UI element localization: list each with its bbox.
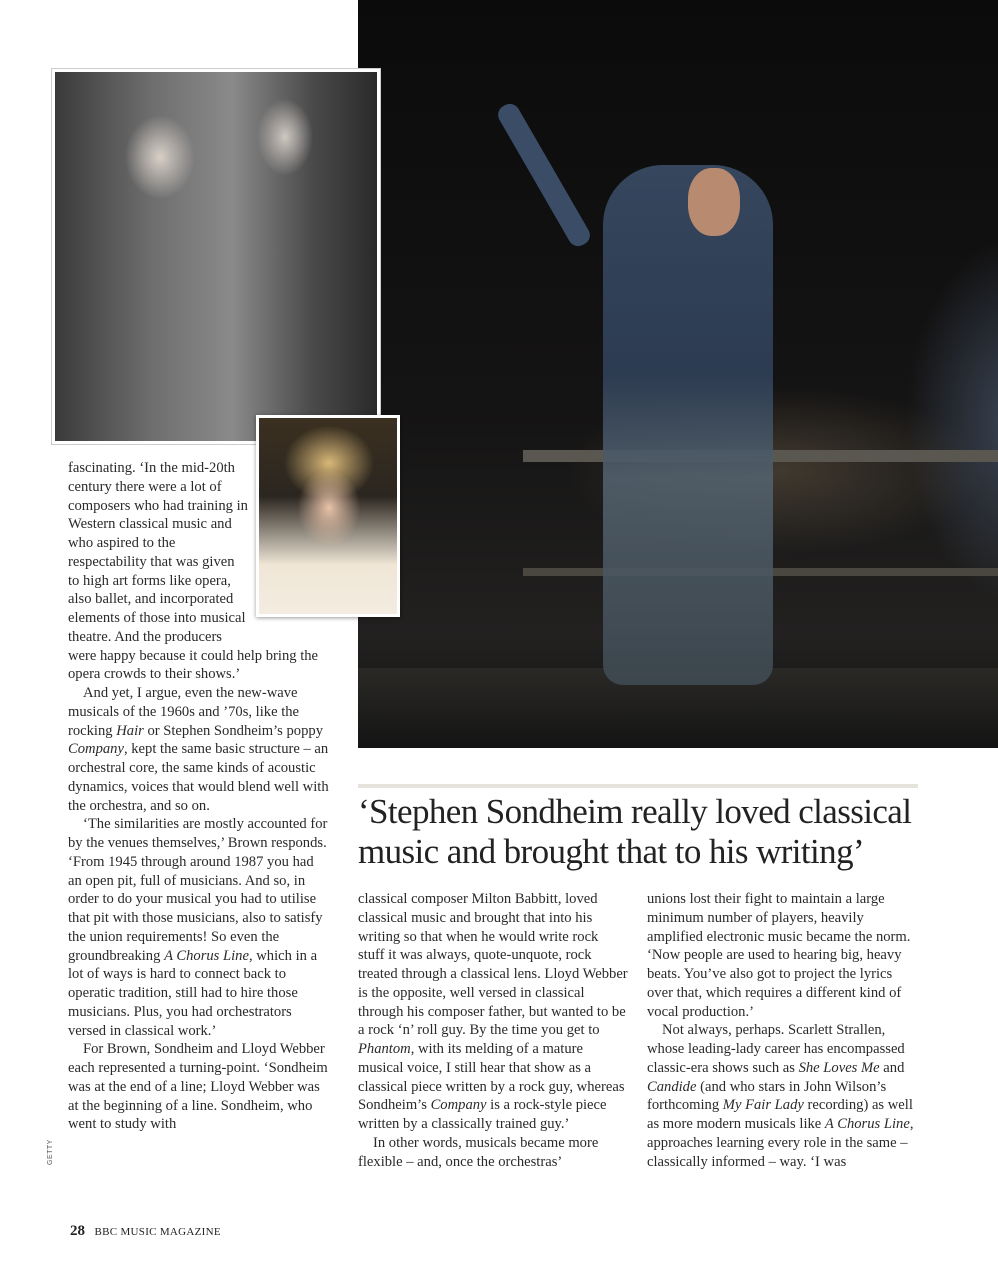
italic-title: Company — [430, 1097, 487, 1114]
paragraph-text: , approaches learning every role in the same – classically informed – way. ‘I was — [647, 1116, 914, 1170]
article-column-3 — [647, 890, 919, 1171]
archive-photo-couple — [52, 69, 380, 444]
paragraph-text: unions lost their fight to maintain a large minimum number of players, heavily amplified electronic music became the norm. ‘Now people are used to hearing big, heavy beats. You’ve also got to project the lyrics over that, which requires a different kind of vocal production.’ — [647, 891, 911, 1020]
paragraph-text: fascinating. ‘In the mid-20th century there were a lot of composers who had training in Western classical music and who aspired to the respectability that was given to high art forms like opera, also ballet, and incorporated elements of those into musical theatre. And the producers were happy because it could help bring the opera crowds to their shows.’ — [68, 460, 319, 683]
paragraph-text: (and who stars in John Wilson’s forthcoming — [647, 1078, 887, 1114]
paragraph-text: , with its melding of a mature musical voice, I still hear that show as a classical piece written by a rock guy, whereas Sondheim’s — [358, 1041, 625, 1114]
article-column-2 — [358, 890, 628, 1171]
actor-head — [688, 168, 740, 236]
paragraph-text: classical composer Milton Babbitt, loved classical music and brought that into his writing so that when he would write rock stuff it was always, quote-unquote, rock treated through a classical lens. Lloyd Webber is the opposite, well versed in classical through his composer father, but wanted to be a rock ‘n’ roll guy. By the time you get to — [358, 891, 628, 1039]
italic-title: Candide — [647, 1078, 697, 1095]
paragraph-text: ‘The similarities are mostly accounted for by the venues themselves,’ Brown responds. ‘From 1945 through around 1987 you had an open pit, full of musicians. And so, in order to do your musical you had to utilise that pit with those musicians, also to satisfy the union requirements! So even the groundbreaking — [68, 816, 328, 964]
paragraph-text: For Brown, Sondheim and Lloyd Webber each represented a turning-point. ‘Sondheim was at the end of a line; Lloyd Webber was at the beginning of a line. Sondheim, who went to study with — [68, 1041, 328, 1133]
article-column-1 — [68, 459, 330, 1134]
italic-title: Hair — [116, 722, 144, 739]
article-paragraph — [647, 890, 919, 1021]
paragraph-text: Not always, perhaps. Scarlett Strallen, whose leading-lady career has encompassed classic-era shows such as — [647, 1022, 905, 1076]
actor-figure — [603, 165, 773, 685]
article-paragraph — [358, 890, 628, 1134]
paragraph-text: In other words, musicals became more flexible – and, once the orchestras’ — [358, 1134, 599, 1170]
article-paragraph — [68, 815, 330, 1040]
paragraph-text: and — [879, 1059, 905, 1076]
pull-quote: ‘Stephen Sondheim really loved classical music and brought that to his writing’ — [358, 792, 912, 871]
pull-quote-rule — [358, 784, 918, 788]
italic-title: A Chorus Line — [824, 1116, 910, 1132]
article-paragraph — [647, 1021, 919, 1171]
paragraph-text: , kept the same basic structure – an orchestral core, the same kinds of acoustic dynamics, voices that would blend well with the orchestra, and so on. — [68, 741, 329, 814]
italic-title: My Fair Lady — [722, 1097, 804, 1114]
page-footer — [70, 1223, 221, 1240]
italic-title: Company — [68, 741, 124, 758]
italic-title: A Chorus Line — [164, 947, 249, 964]
paragraph-text: recording) as well as more modern musicals like — [647, 1097, 913, 1132]
italic-title: She Loves Me — [798, 1059, 880, 1076]
photo-wrap-spacer — [248, 459, 330, 637]
magazine-name: BBC MUSIC MAGAZINE — [94, 1226, 221, 1238]
paragraph-text: And yet, I argue, even the new-wave musicals of the 1960s and ’70s, like the rocking — [68, 685, 300, 739]
paragraph-text: is a rock-style piece written by a classically trained guy.’ — [358, 1097, 607, 1132]
italic-title: Phantom — [358, 1041, 411, 1057]
paragraph-text: , which in a lot of ways is hard to connect back to operatic tradition, still had to hire those musicians. Plus, you had orchestrators versed in classical work.’ — [68, 947, 318, 1039]
paragraph-text: or Stephen Sondheim’s poppy — [143, 722, 323, 739]
article-paragraph — [358, 1134, 628, 1172]
page-number: 28 — [70, 1223, 85, 1239]
stage-photo-sweeney-todd — [358, 0, 998, 748]
article-paragraph — [68, 684, 330, 815]
article-paragraph — [68, 1040, 330, 1134]
photo-credit: GETTY — [47, 1139, 54, 1165]
raised-arm — [494, 100, 593, 250]
